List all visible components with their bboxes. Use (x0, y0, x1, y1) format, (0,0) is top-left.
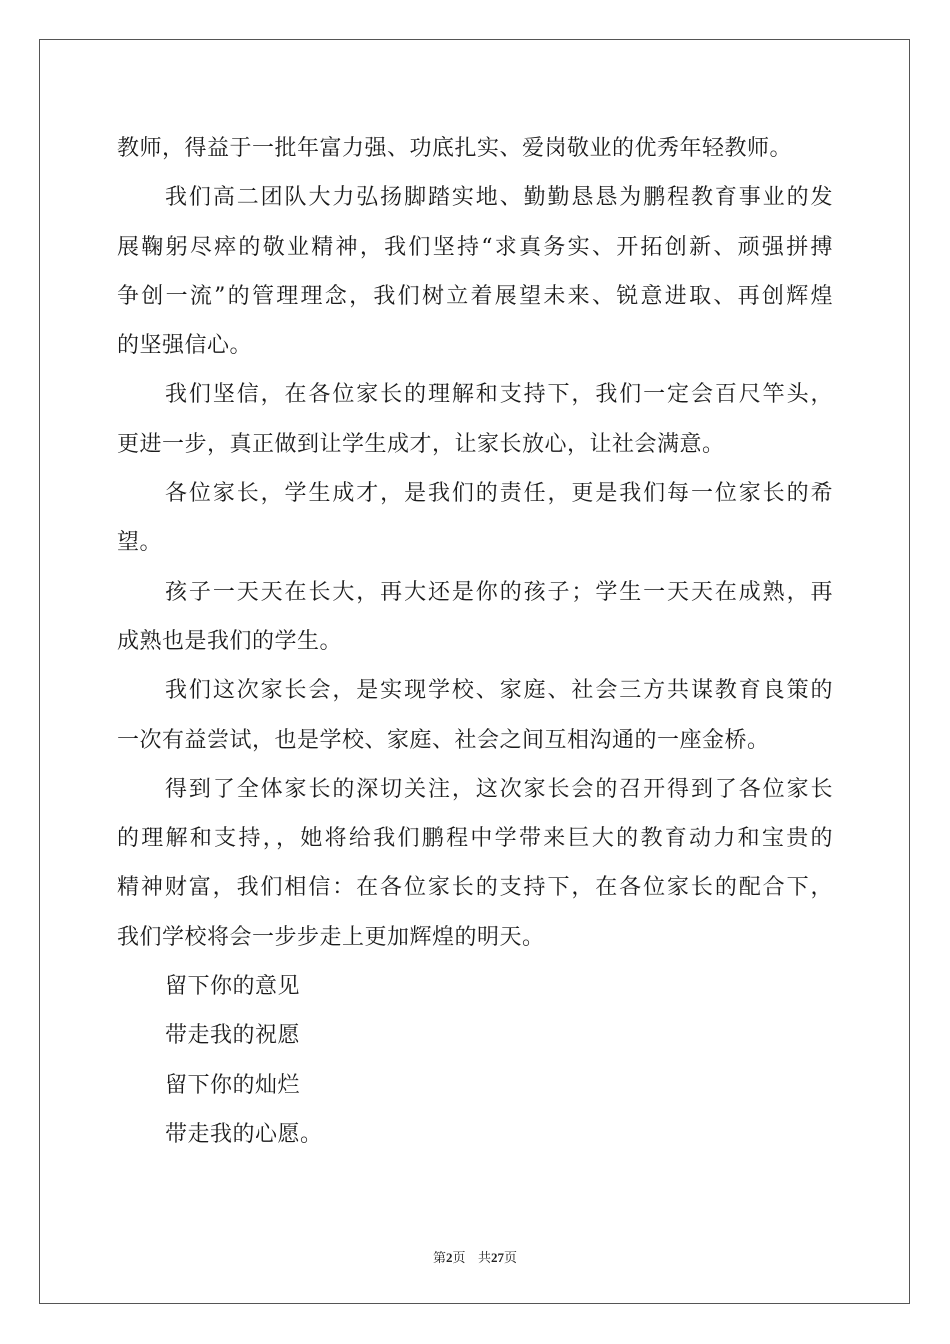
text-line: 带走我的心愿。 (165, 1121, 323, 1147)
text-line: 成熟也是我们的学生。 (117, 628, 343, 654)
total-suffix: 页 (503, 1251, 517, 1266)
text-line: 争创一流”的管理理念，我们树立着展望未来、锐意进取、再创辉煌 (117, 283, 833, 309)
text-line: 我们高二团队大力弘扬脚踏实地、勤勤恳恳为鹏程教育事业的发 (165, 185, 833, 211)
text-line: 得到了全体家长的深切关注，这次家长会的召开得到了各位家长 (165, 776, 833, 802)
text-line: 带走我的祝愿 (165, 1023, 301, 1049)
document-body (117, 124, 833, 1159)
text-line: 我们这次家长会，是实现学校、家庭、社会三方共谋教育良策的 (165, 678, 833, 704)
text-line: 更进一步，真正做到让学生成才，让家长放心，让社会满意。 (117, 431, 725, 457)
text-line: 我们学校将会一步步走上更加辉煌的明天。 (117, 924, 545, 950)
text-line: 的坚强信心。 (117, 333, 253, 359)
text-line: 望。 (117, 530, 163, 556)
total-pages: 27 (490, 1250, 504, 1265)
text-line: 各位家长，学生成才，是我们的责任，更是我们每一位家长的希 (165, 481, 833, 507)
text-line: 留下你的灿烂 (165, 1072, 301, 1098)
total-prefix: 共 (477, 1251, 491, 1266)
text-line: 展鞠躬尽瘁的敬业精神，我们坚持“求真务实、开拓创新、顽强拼搏 (117, 234, 833, 260)
page-footer (0, 1247, 950, 1266)
text-line: 孩子一天天在长大，再大还是你的孩子；学生一天天在成熟，再 (165, 579, 833, 605)
text-line: 我们坚信，在各位家长的理解和支持下，我们一定会百尺竿头， (165, 382, 833, 408)
page-suffix: 页 (452, 1251, 466, 1266)
text-line: 精神财富，我们相信：在各位家长的支持下，在各位家长的配合下， (117, 875, 833, 901)
text-line: 一次有益尝试，也是学校、家庭、社会之间互相沟通的一座金桥。 (117, 727, 770, 753)
text-line: 的理解和支持，，她将给我们鹏程中学带来巨大的教育动力和宝贵的 (117, 826, 833, 852)
page-prefix: 第 (433, 1251, 447, 1266)
text-line: 教师，得益于一批年富力强、功底扎实、爱岗敬业的优秀年轻教师。 (117, 136, 793, 161)
text-line: 留下你的意见 (165, 974, 301, 1000)
page-number: 2 (446, 1250, 453, 1265)
